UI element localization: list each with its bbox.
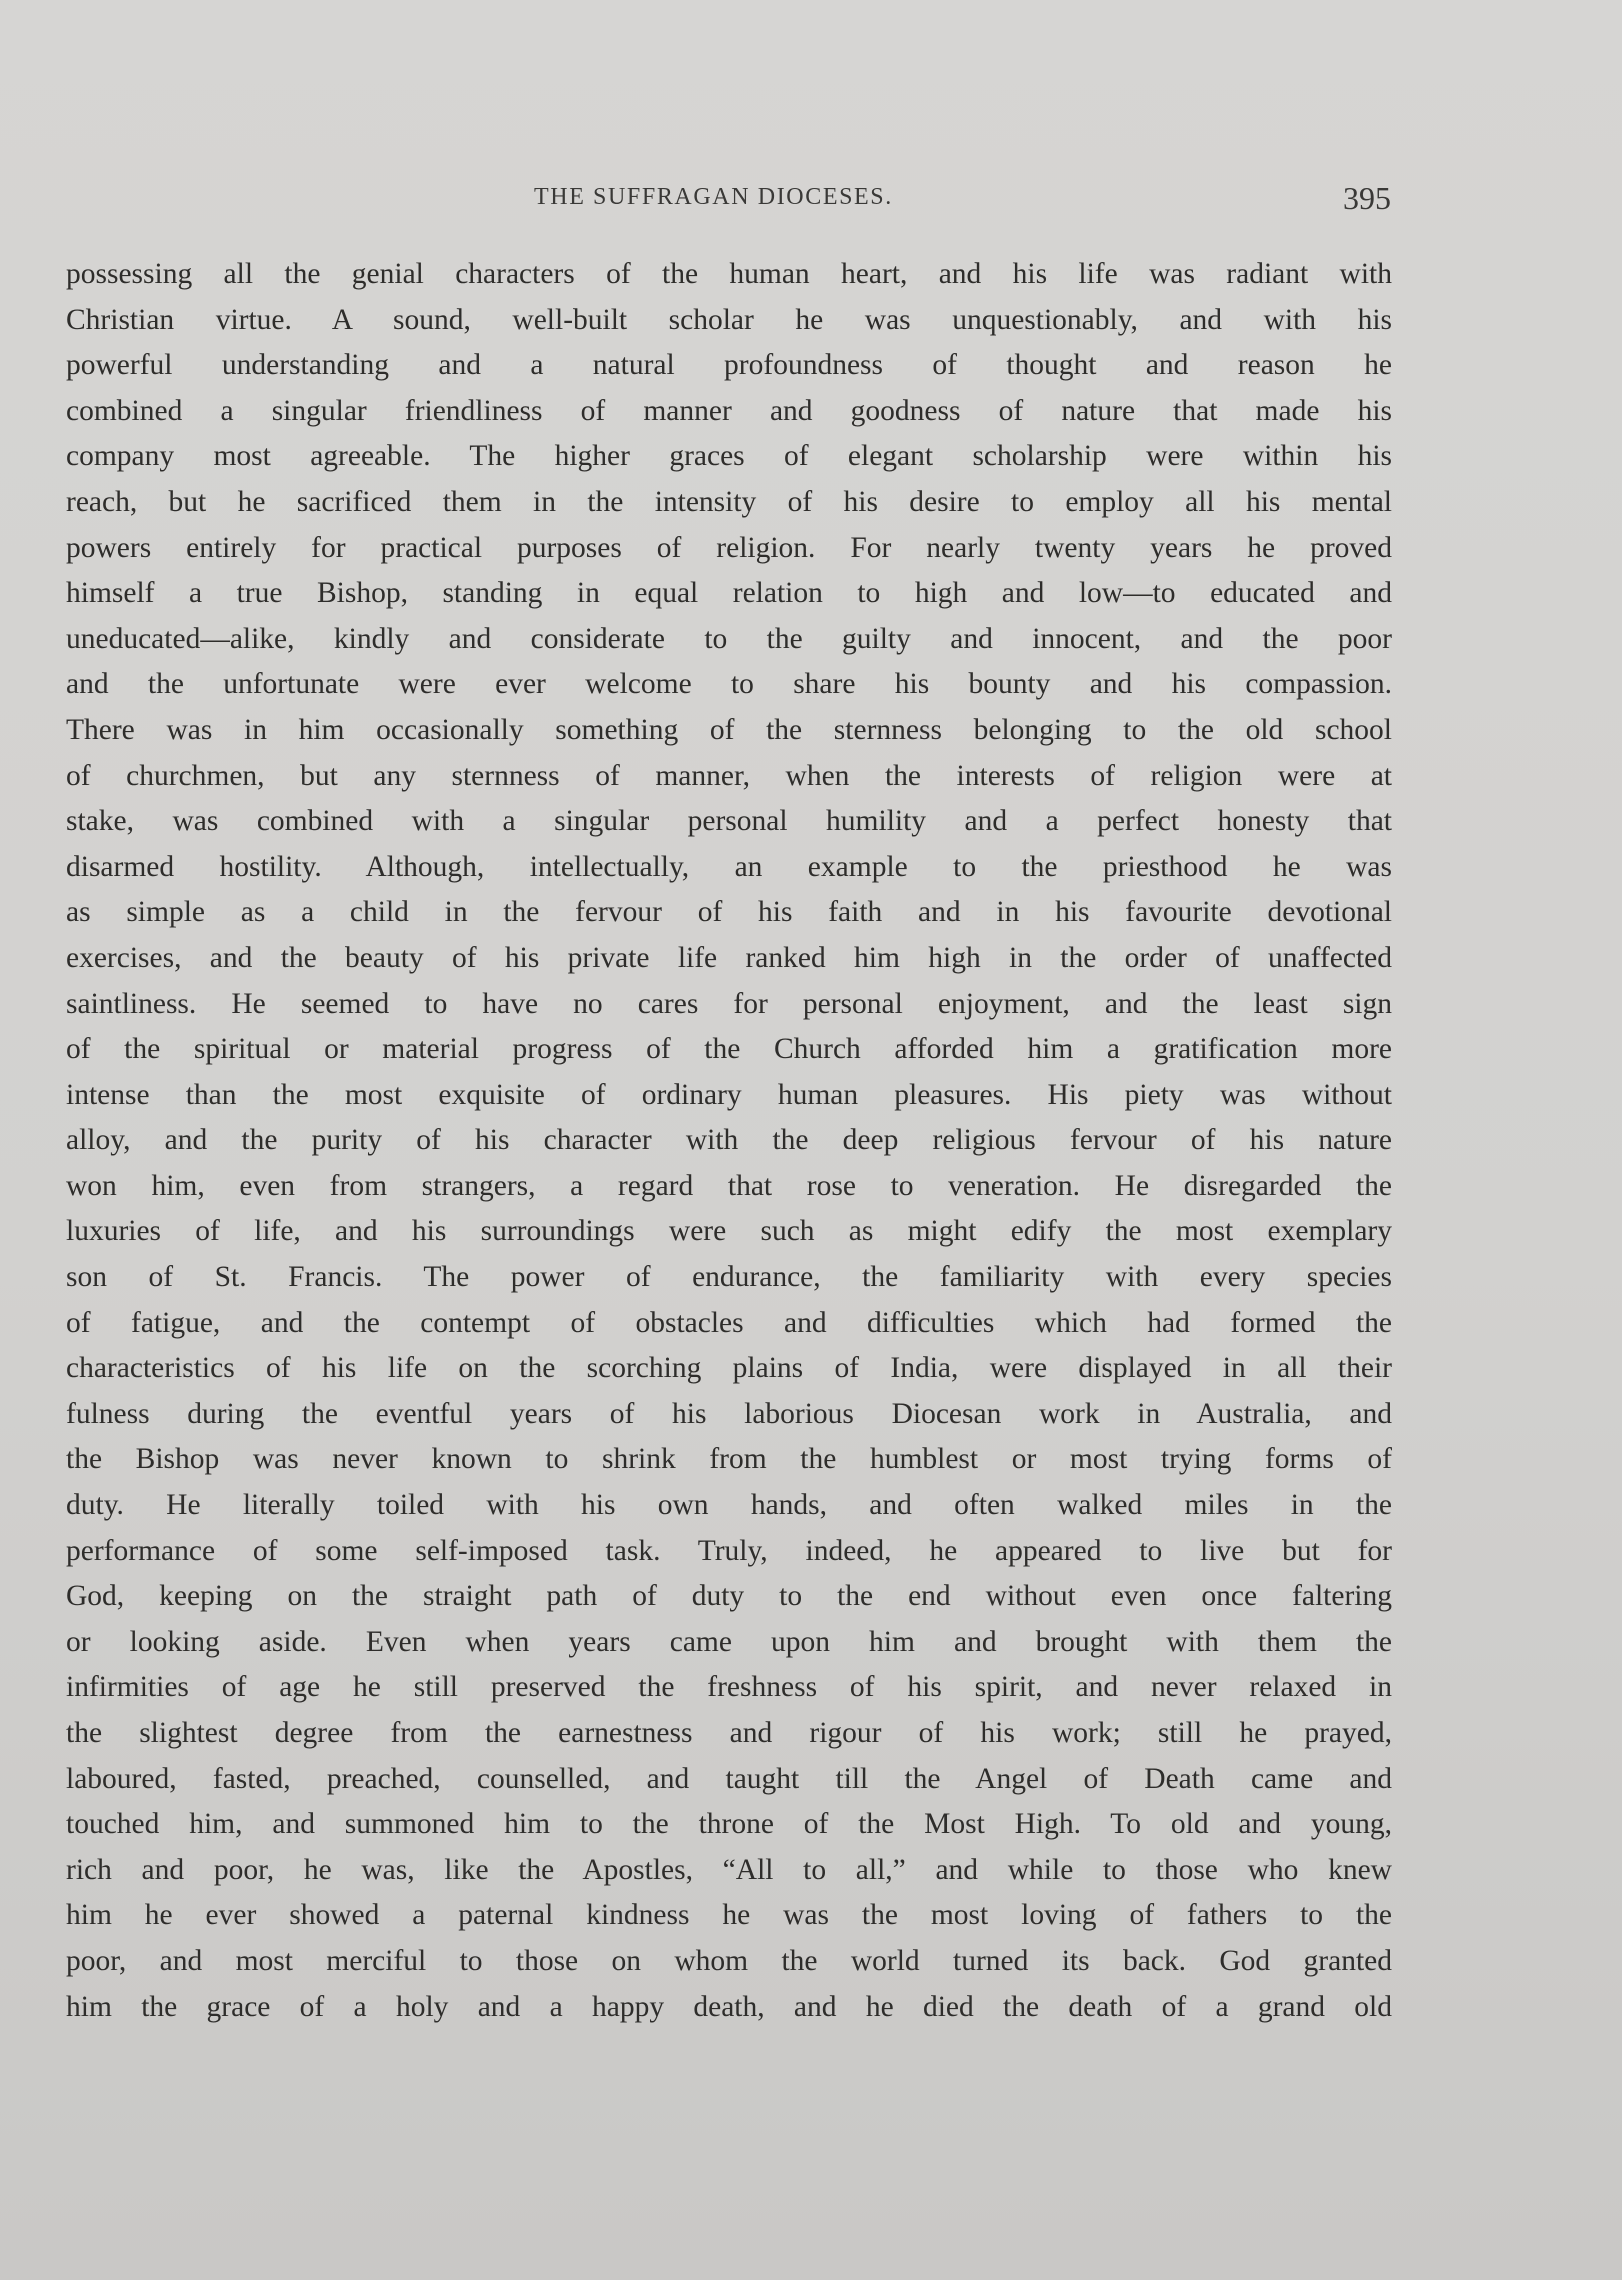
text-line: saintliness. He seemed to have no cares for personal enjoyment, and the least sign (66, 987, 1392, 1020)
text-line: characteristics of his life on the scorching plains of India, were displayed in all their (66, 1352, 1392, 1385)
text-line: possessing all the genial characters of the human heart, and his life was radiant with (66, 258, 1392, 290)
text-line: duty. He literally toiled with his own hands, and often walked miles in the (66, 1489, 1392, 1522)
running-title: THE SUFFRAGAN DIOCESES. (534, 184, 893, 210)
text-line: him the grace of a holy and a happy death, and he died the death of a grand old (66, 1990, 1392, 2023)
text-line: poor, and most merciful to those on whom the world turned its back. God granted (66, 1944, 1392, 1977)
text-line: rich and poor, he was, like the Apostles, “All to all,” and while to those who knew (66, 1853, 1392, 1886)
text-line: uneducated—alike, kindly and considerate to the guilty and innocent, and the poor (66, 622, 1392, 655)
running-head (0, 180, 1622, 220)
text-line: of fatigue, and the contempt of obstacles and difficulties which had formed the (66, 1306, 1392, 1339)
page-number: 395 (1343, 180, 1391, 216)
text-line: Christian virtue. A sound, well-built scholar he was unquestionably, and with his (66, 303, 1392, 336)
text-line: of churchmen, but any sternness of manner, when the interests of religion were at (66, 759, 1392, 792)
text-line: and the unfortunate were ever welcome to share his bounty and his compassion. (66, 668, 1392, 701)
text-line: stake, was combined with a singular personal humility and a perfect honesty that (66, 805, 1392, 838)
text-line: touched him, and summoned him to the throne of the Most High. To old and young, (66, 1808, 1392, 1841)
text-line: won him, even from strangers, a regard that rose to veneration. He disregarded the (66, 1169, 1392, 1202)
text-line: God, keeping on the straight path of duty to the end without even once faltering (66, 1580, 1392, 1613)
text-line: There was in him occasionally something of the sternness belonging to the old school (66, 713, 1392, 746)
text-line: powerful understanding and a natural profoundness of thought and reason he (66, 349, 1392, 382)
text-line: him he ever showed a paternal kindness he was the most loving of fathers to the (66, 1899, 1392, 1932)
text-line: son of St. Francis. The power of endurance, the familiarity with every species (66, 1261, 1392, 1294)
body-text (66, 252, 1392, 2030)
text-line: the slightest degree from the earnestness and rigour of his work; still he prayed, (66, 1717, 1392, 1749)
text-line: fulness during the eventful years of his laborious Diocesan work in Australia, and (66, 1397, 1392, 1430)
text-line: combined a singular friendliness of manner and goodness of nature that made his (66, 394, 1392, 427)
text-line: alloy, and the purity of his character with the deep religious fervour of his nature (66, 1124, 1392, 1157)
text-line: disarmed hostility. Although, intellectually, an example to the priesthood he was (66, 850, 1392, 883)
text-line: infirmities of age he still preserved the freshness of his spirit, and never relaxed in (66, 1671, 1392, 1704)
text-line: himself a true Bishop, standing in equal relation to high and low—to educated and (66, 577, 1392, 610)
text-line: powers entirely for practical purposes of religion. For nearly twenty years he proved (66, 531, 1392, 564)
text-line: intense than the most exquisite of ordinary human pleasures. His piety was without (66, 1078, 1392, 1111)
text-line: or looking aside. Even when years came upon him and brought with them the (66, 1625, 1392, 1658)
text-line: performance of some self-imposed task. Truly, indeed, he appeared to live but for (66, 1534, 1392, 1567)
text-line: laboured, fasted, preached, counselled, and taught till the Angel of Death came and (66, 1762, 1392, 1795)
text-line: reach, but he sacrificed them in the intensity of his desire to employ all his mental (66, 485, 1392, 518)
text-line: of the spiritual or material progress of the Church afforded him a gratification more (66, 1033, 1392, 1066)
text-line: exercises, and the beauty of his private life ranked him high in the order of unaffected (66, 941, 1392, 974)
text-line: company most agreeable. The higher graces of elegant scholarship were within his (66, 440, 1392, 473)
text-line: the Bishop was never known to shrink from the humblest or most trying forms of (66, 1443, 1392, 1476)
text-line: as simple as a child in the fervour of his faith and in his favourite devotional (66, 896, 1392, 929)
text-line: luxuries of life, and his surroundings were such as might edify the most exemplary (66, 1215, 1392, 1248)
